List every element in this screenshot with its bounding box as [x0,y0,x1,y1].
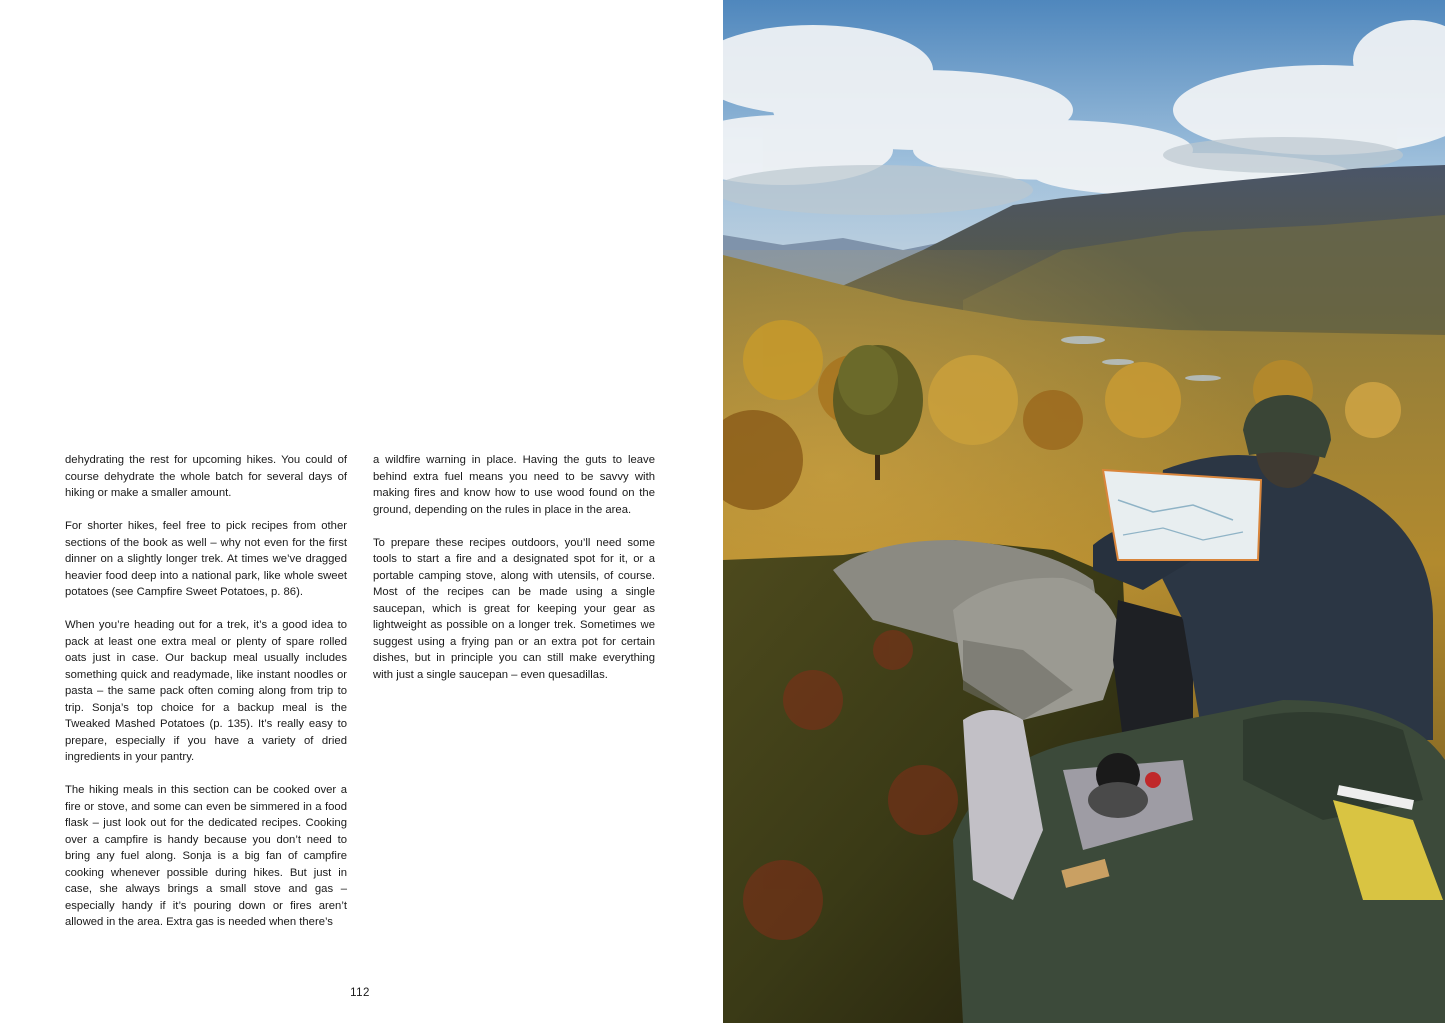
hiker-photo [723,0,1445,1023]
paragraph: a wildfire warning in place. Having the guts to leave behind extra fuel means you need to be savvy with making fires and know how to use wood found on the ground, depending on the rules in place in the area. [373,454,655,516]
paragraph: To prepare these recipes outdoors, you’ll need some tools to start a fire and a designated spot for it, or a portable camping stove, along with utensils, of course. Most of the recipes can be made using a single saucepan, which is great for keeping your gear as lightweight as possible on a longer trek. Sometimes we suggest using a frying pan or an extra pot for certain dishes, but in principle you can still make everything with just a single saucepan – even quesadillas. [373,536,655,681]
paragraph: The hiking meals in this section can be cooked over a fire or stove, and some can even be simmered in a food flask – just look out for the dedicated recipes. Cooking over a campfire is handy because you don’t need to bring any fuel along. Sonja is a big fan of campfire cooking whenever possible during hikes. But just in case, she always brings a small stove and gas – especially handy if it’s pouring down or fires aren’t allowed in the area. Extra gas is needed when there’s [65,784,347,928]
page-number: 112 [350,987,370,999]
text-column-2 [373,452,655,700]
paragraph: dehydrating the rest for upcoming hikes. You could of course dehydrate the whole batch for several days of hiking or make a smaller amount. [65,454,347,499]
paragraph: For shorter hikes, feel free to pick recipes from other sections of the book as well – why not even for the first dinner on a slightly longer trek. At times we’ve dragged heavier food deep into a national park, like whole sweet potatoes (see Campfire Sweet Potatoes, p. 86). [65,520,347,598]
text-column-1 [65,452,347,947]
paragraph: When you’re heading out for a trek, it’s a good idea to pack at least one extra meal or plenty of spare rolled oats just in case. Our backup meal usually includes something quick and readymade, like instant noodles or pasta – the same pack often coming along from trip to trip. Sonja’s top choice for a backup meal is the Tweaked Mashed Potatoes (p. 135). It’s really easy to prepare, especially if you have a variety of dried ingredients in your pantry. [65,619,347,763]
backpack [953,700,1445,1023]
